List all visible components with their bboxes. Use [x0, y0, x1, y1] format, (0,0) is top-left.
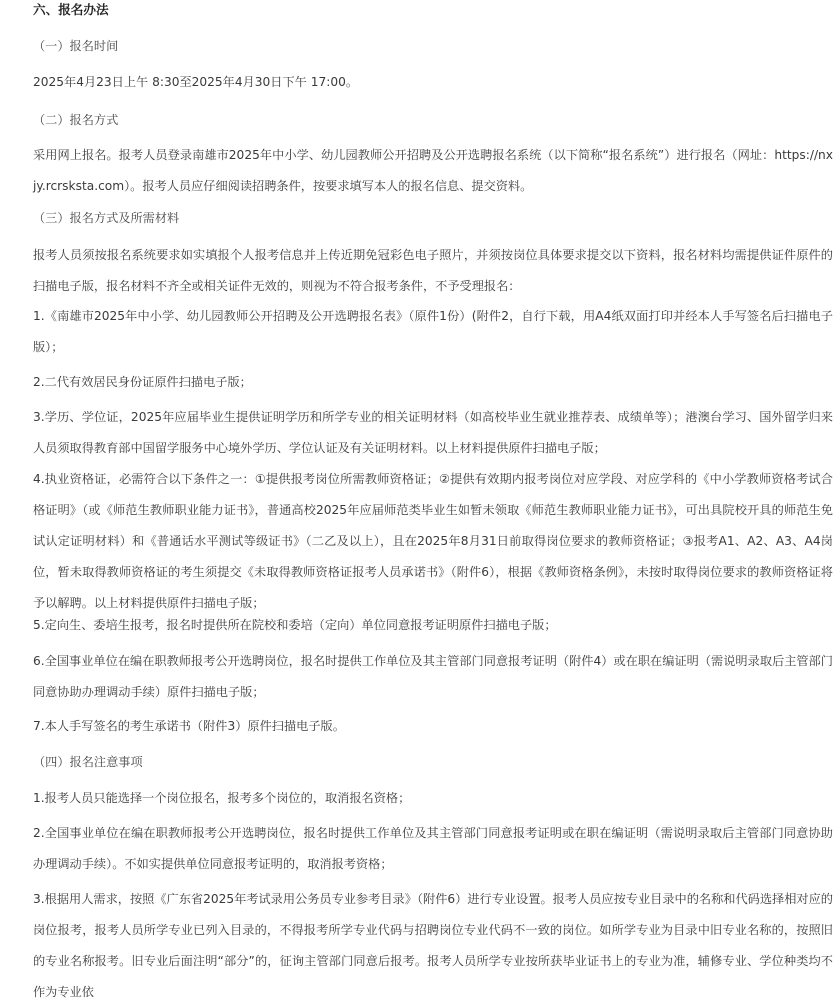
notes-item-2: 2.全国事业单位在编在职教师报考公开选聘岗位，报名时提供工作单位及其主管部门同意报考证明或在职在编证明（需说明录取后主管部门同意协助办理调动手续）。不如实提供单位同意报考证明的，取消报考资格；	[33, 826, 833, 871]
notes-section-title: （四）报名注意事项	[33, 755, 143, 769]
materials-item-2: 2.二代有效居民身份证原件扫描电子版；	[33, 375, 252, 389]
time-section-text: 2025年4月23日上午 8:30至2025年4月30日下午 17:00。	[33, 75, 359, 89]
notes-item-1: 1.报考人员只能选择一个岗位报名，报考多个岗位的，取消报名资格；	[33, 791, 411, 805]
materials-item-6: 6.全国事业单位在编在职教师报考公开选聘岗位，报名时提供工作单位及其主管部门同意报考证明（附件4）或在职在编证明（需说明录取后主管部门同意协助办理调动手续）原件扫描电子版；	[33, 654, 833, 699]
materials-item-7: 7.本人手写签名的考生承诺书（附件3）原件扫描电子版。	[33, 719, 345, 733]
materials-section-title: （三）报名方式及所需材料	[33, 211, 180, 225]
materials-item-3: 3.学历、学位证，2025年应届毕业生提供证明学历和所学专业的相关证明材料（如高校毕业生就业推荐表、成绩单等）；港澳台学习、国外留学归来人员须取得教育部中国留学服务中心境外学历、学位认证及有关证明材料。以上材料提供原件扫描电子版；	[33, 410, 833, 455]
materials-item-1: 1.《南雄市2025年中小学、幼儿园教师公开招聘及公开选聘报名表》（原件1份）(附件2，自行下载，用A4纸双面打印并经本人手写签名后扫描电子版）；	[33, 309, 833, 354]
materials-intro: 报考人员须按报名系统要求如实填报个人报考信息并上传近期免冠彩色电子照片，并须按岗位具体要求提交以下资料，报名材料均需提供证件原件的扫描电子版，报名材料不齐全或相关证件无效的，则视为不符合报考条件，不予受理报名：	[33, 248, 833, 293]
section-heading: 六、报名办法	[33, 2, 109, 17]
materials-item-5: 5.定向生、委培生报考，报名时提供所在院校和委培（定向）单位同意报考证明原件扫描电子版；	[33, 618, 557, 632]
notes-item-3: 3.根据用人需求，按照《广东省2025年考试录用公务员专业参考目录》（附件6）进行专业设置。报考人员应按专业目录中的名称和代码选择相对应的岗位报考，报考人员所学专业已列入目录的，不得报考所学专业代码与招聘岗位专业代码不一致的岗位。如所学专业为目录中旧专业名称的，按照旧的专业名称报考。旧专业后面注明“部分”的，征询主管部门同意后报考。报考人员所学专业按所获毕业证书上的专业为准，辅修专业、学位种类均不作为专业依	[33, 892, 833, 999]
method-section-title: （二）报名方式	[33, 113, 119, 127]
materials-item-4: 4.执业资格证，必需符合以下条件之一：①提供报考岗位所需教师资格证；②提供有效期内报考岗位对应学段、对应学科的《中小学教师资格考试合格证明》（或《师范生教师职业能力证书》，普通高校2025年应届师范类毕业生如暂未领取《师范生教师职业能力证书》，可出具院校开具的师范生免试认定证明材料）和《普通话水平测试等级证书》（二乙及以上），且在2025年8月31日前取得岗位要求的教师资格证；③报考A1、A2、A3、A4岗位，暂未取得教师资格证的考生须提交《未取得教师资格证报考人员承诺书》（附件6），根据《教师资格条例》，未按时取得岗位要求的教师资格证将予以解聘。以上材料提供原件扫描电子版；	[33, 472, 833, 610]
time-section-title: （一）报名时间	[33, 39, 119, 53]
method-section-text: 采用网上报名。报考人员登录南雄市2025年中小学、幼儿园教师公开招聘及公开选聘报名系统（以下简称“报名系统”）进行报名（网址：https://nxjy.rcrsksta.com）。报考人员应仔细阅读招聘条件，按要求填写本人的报名信息、提交资料。	[33, 148, 833, 193]
